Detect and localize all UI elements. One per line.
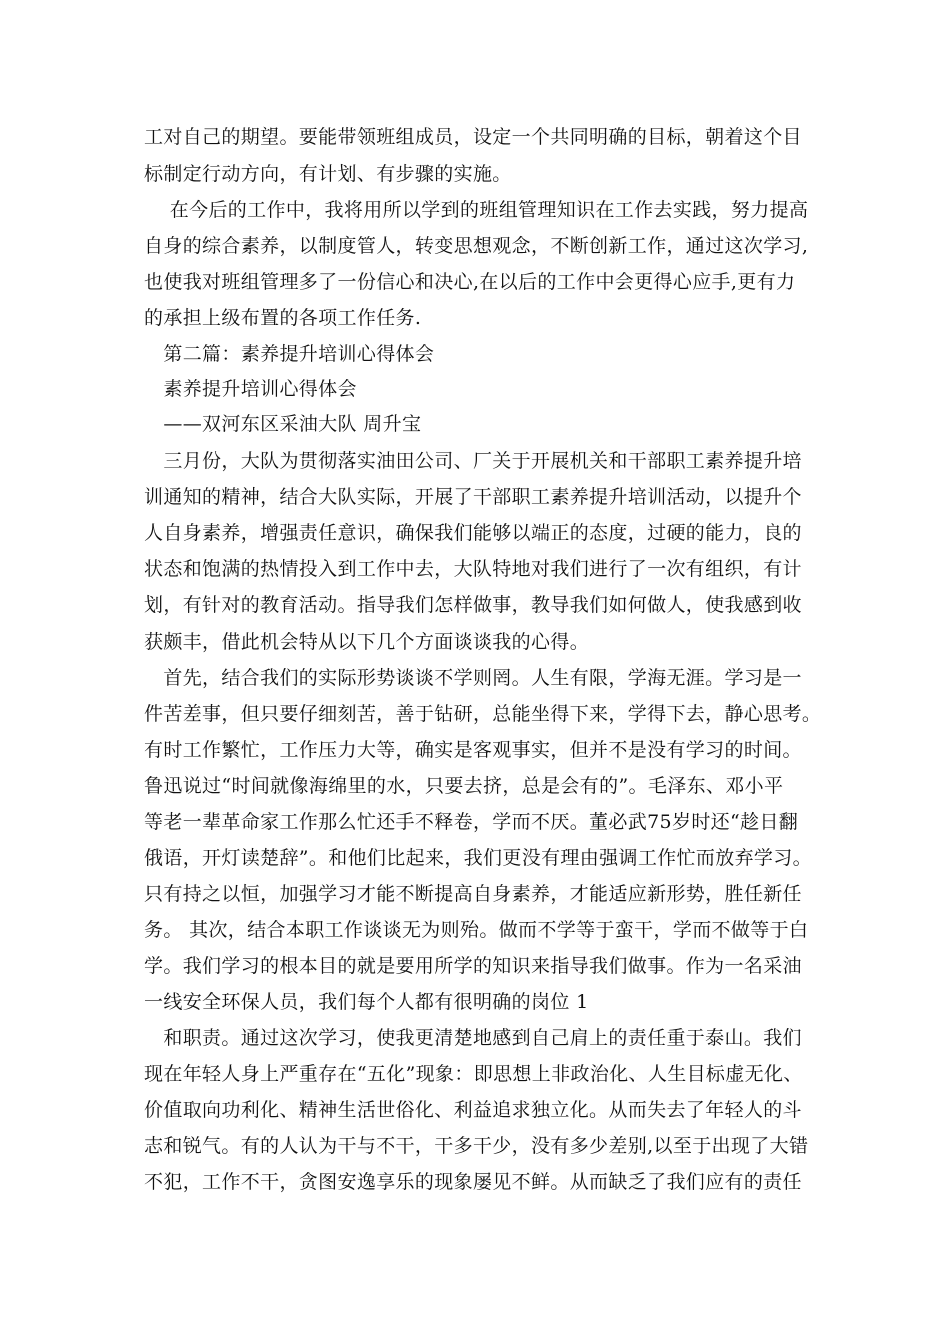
text-line: 首先，结合我们的实际形势谈谈不学则罔。人生有限，学海无涯。学习是一: [144, 667, 802, 689]
text-line: 工对自己的期望。要能带领班组成员，设定一个共同明确的目标，朝着这个目: [144, 126, 802, 148]
article-title: 素养提升培训心得体会: [144, 378, 357, 400]
text-line: 一线安全环保人员，我们每个人都有很明确的岗位 1: [144, 991, 589, 1013]
text-line: 和职责。通过这次学习，使我更清楚地感到自己肩上的责任重于泰山。我们: [144, 1027, 802, 1049]
text-line: 标制定行动方向，有计划、有步骤的实施。: [144, 163, 512, 185]
text-line: 训通知的精神，结合大队实际，开展了干部职工素养提升培训活动，以提升个: [144, 486, 802, 508]
text-line: 志和锐气。有的人认为干与不干，干多干少，没有多少差别,以至于出现了大错: [144, 1135, 809, 1157]
text-line: 俄语，开灯读楚辞”。和他们比起来，我们更没有理由强调工作忙而放弃学习。: [144, 847, 812, 869]
text-line: 的承担上级布置的各项工作任务.: [144, 307, 422, 329]
text-line: 不犯，工作不干，贪图安逸享乐的现象屡见不鲜。从而缺乏了我们应有的责任: [144, 1171, 802, 1193]
text-line: 也使我对班组管理多了一份信心和决心,在以后的工作中会更得心应手,更有力: [144, 271, 796, 293]
text-line: 等老一辈革命家工作那么忙还手不释卷，学而不厌。董必武75岁时还“趁日翻: [144, 811, 799, 833]
section-heading: 第二篇：素养提升培训心得体会: [144, 343, 435, 365]
text-line: 学。我们学习的根本目的就是要用所学的知识来指导我们做事。作为一名采油: [144, 955, 802, 977]
text-line: 在今后的工作中，我将用所以学到的班组管理知识在工作去实践，努力提高: [144, 199, 809, 221]
text-line: 三月份，大队为贯彻落实油田公司、厂关于开展机关和干部职工素养提升培: [144, 450, 802, 472]
text-line: 务。 其次，结合本职工作谈谈无为则殆。做而不学等于蛮干，学而不做等于白: [144, 919, 809, 941]
text-line: 人自身素养，增强责任意识，确保我们能够以端正的态度，过硬的能力，良的: [144, 522, 802, 544]
text-line: 价值取向功利化、精神生活世俗化、利益追求独立化。从而失去了年轻人的斗: [144, 1099, 802, 1121]
text-line: 鲁迅说过“时间就像海绵里的水，只要去挤，总是会有的”。毛泽东、邓小平: [144, 775, 784, 797]
text-line: 只有持之以恒，加强学习才能不断提高自身素养，才能适应新形势，胜任新任: [144, 883, 802, 905]
text-line: 自身的综合素养，以制度管人，转变思想观念，不断创新工作，通过这次学习,: [144, 235, 809, 257]
article-author: ——双河东区采油大队 周升宝: [144, 413, 422, 435]
text-line: 获颇丰，借此机会特从以下几个方面谈谈我的心得。: [144, 631, 590, 653]
text-line: 现在年轻人身上严重存在“五化”现象：即思想上非政治化、人生目标虚无化、: [144, 1063, 803, 1085]
text-line: 件苦差事，但只要仔细刻苦，善于钻研，总能坐得下来，学得下去，静心思考。: [144, 703, 822, 725]
text-line: 状态和饱满的热情投入到工作中去，大队特地对我们进行了一次有组织，有计: [144, 558, 802, 580]
text-line: 划，有针对的教育活动。指导我们怎样做事，教导我们如何做人，使我感到收: [144, 594, 802, 616]
text-line: 有时工作繁忙，工作压力大等，确实是客观事实，但并不是没有学习的时间。: [144, 739, 802, 761]
